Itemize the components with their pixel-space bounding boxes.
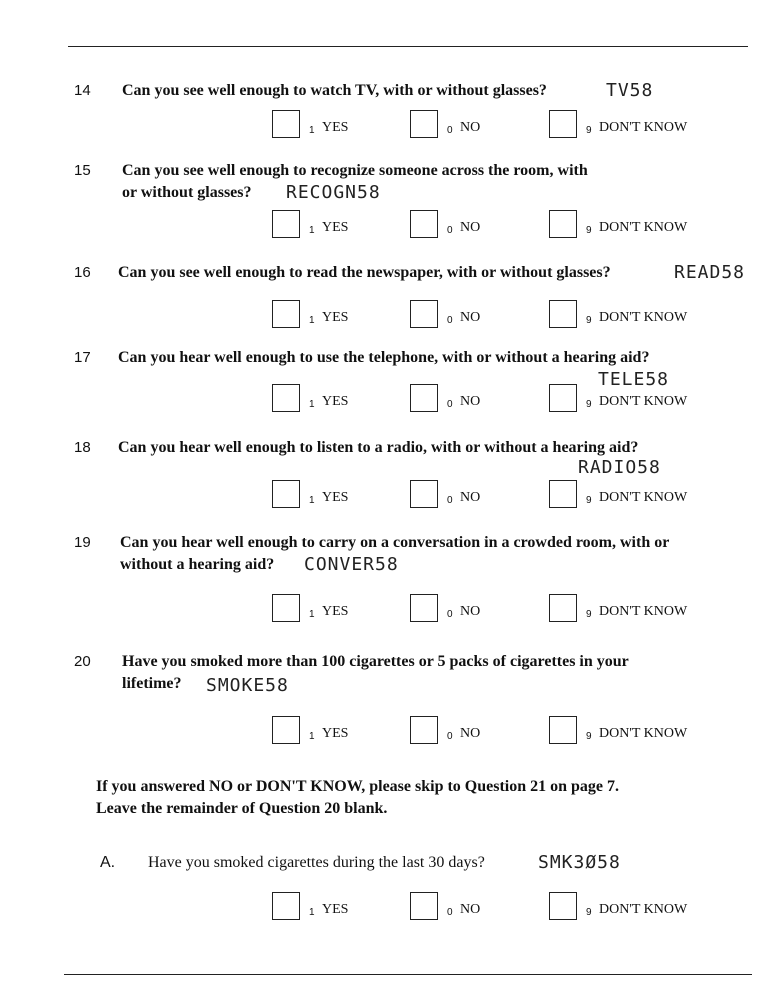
skip-instruction-line1: If you answered NO or DON'T KNOW, please skip to Question 21 on page 7. [96,778,620,795]
option-code: 1 [309,125,315,136]
top-rule [68,46,748,47]
option-label: DON'T KNOW [599,310,688,325]
question-text: Can you hear well enough to listen to a radio, with or without a hearing aid? [118,439,639,456]
option-label: DON'T KNOW [599,726,688,741]
option-code: 0 [447,731,453,742]
option-code: 1 [309,495,315,506]
checkbox-no[interactable] [410,716,438,744]
question-number: 15 [74,162,91,179]
option-label: DON'T KNOW [599,120,688,135]
option-label: DON'T KNOW [599,902,688,917]
option-label: NO [460,604,481,619]
option-code: 1 [309,907,315,918]
option-code: 9 [586,315,592,326]
checkbox-no[interactable] [410,892,438,920]
checkbox-dont-know[interactable] [549,716,577,744]
question-text-line2: or without glasses? [122,184,252,201]
variable-code: READ58 [674,262,746,283]
option-label: YES [322,310,349,325]
option-label: YES [322,394,349,409]
option-label: NO [460,902,481,917]
checkbox-no[interactable] [410,210,438,238]
option-code: 9 [586,225,592,236]
sub-question-letter: A. [100,854,116,871]
option-code: 0 [447,907,453,918]
checkbox-yes[interactable] [272,110,300,138]
option-label: DON'T KNOW [599,220,688,235]
option-code: 0 [447,609,453,620]
checkbox-no[interactable] [410,384,438,412]
option-label: NO [460,220,481,235]
checkbox-yes[interactable] [272,210,300,238]
question-text: Can you hear well enough to use the telephone, with or without a hearing aid? [118,349,650,366]
answer-row-17 [272,384,732,418]
answer-row-16 [272,300,732,334]
option-code: 9 [586,731,592,742]
option-code: 0 [447,315,453,326]
option-code: 0 [447,495,453,506]
question-text-line1: Can you see well enough to recognize someone across the room, with [122,162,588,179]
question-text-line1: Can you hear well enough to carry on a conversation in a crowded room, with or [120,534,670,551]
option-code: 1 [309,731,315,742]
option-label: DON'T KNOW [599,490,688,505]
answer-row-20a [272,892,732,926]
variable-code: SMOKE58 [206,675,289,696]
bottom-rule [64,974,752,975]
question-text: Can you see well enough to watch TV, with or without glasses? [122,82,547,99]
question-number: 14 [74,82,91,99]
checkbox-no[interactable] [410,300,438,328]
answer-row-20 [272,716,732,750]
variable-code: TELE58 [598,369,670,390]
option-label: YES [322,902,349,917]
checkbox-dont-know[interactable] [549,480,577,508]
option-code: 0 [447,125,453,136]
question-number: 20 [74,653,91,670]
option-code: 0 [447,225,453,236]
question-number: 18 [74,439,91,456]
option-code: 1 [309,609,315,620]
option-label: NO [460,310,481,325]
skip-instruction [96,776,736,820]
question-text-line2: lifetime? [122,675,182,692]
checkbox-yes[interactable] [272,716,300,744]
option-label: NO [460,490,481,505]
checkbox-yes[interactable] [272,892,300,920]
option-code: 9 [586,125,592,136]
question-number: 16 [74,264,91,281]
checkbox-no[interactable] [410,110,438,138]
checkbox-dont-know[interactable] [549,384,577,412]
question-number: 19 [74,534,91,551]
checkbox-yes[interactable] [272,384,300,412]
question-text-line2: without a hearing aid? [120,556,275,573]
option-label: NO [460,120,481,135]
option-label: DON'T KNOW [599,604,688,619]
checkbox-dont-know[interactable] [549,594,577,622]
checkbox-dont-know[interactable] [549,110,577,138]
skip-instruction-line2: Leave the remainder of Question 20 blank. [96,800,388,817]
checkbox-yes[interactable] [272,480,300,508]
option-code: 1 [309,399,315,410]
option-code: 0 [447,399,453,410]
answer-row-14 [272,110,732,144]
checkbox-no[interactable] [410,594,438,622]
checkbox-dont-know[interactable] [549,892,577,920]
option-code: 9 [586,495,592,506]
variable-code: CONVER58 [304,554,399,575]
option-label: YES [322,490,349,505]
variable-code: SMK3Ø58 [538,852,621,873]
option-code: 9 [586,907,592,918]
checkbox-yes[interactable] [272,594,300,622]
option-label: YES [322,120,349,135]
checkbox-yes[interactable] [272,300,300,328]
checkbox-dont-know[interactable] [549,300,577,328]
answer-row-19 [272,594,732,628]
option-code: 9 [586,399,592,410]
variable-code: RECOGN58 [286,182,381,203]
option-label: DON'T KNOW [599,394,688,409]
option-code: 1 [309,315,315,326]
option-code: 1 [309,225,315,236]
question-text: Can you see well enough to read the newspaper, with or without glasses? [118,264,611,281]
answer-row-18 [272,480,732,514]
sub-question-text: Have you smoked cigarettes during the last 30 days? [148,854,485,871]
option-label: YES [322,726,349,741]
checkbox-no[interactable] [410,480,438,508]
variable-code: TV58 [606,80,654,101]
checkbox-dont-know[interactable] [549,210,577,238]
variable-code: RADIO58 [578,457,661,478]
answer-row-15 [272,210,732,244]
question-text-line1: Have you smoked more than 100 cigarettes or 5 packs of cigarettes in your [122,653,629,670]
option-label: NO [460,394,481,409]
option-label: YES [322,604,349,619]
option-label: NO [460,726,481,741]
option-label: YES [322,220,349,235]
option-code: 9 [586,609,592,620]
question-number: 17 [74,349,91,366]
